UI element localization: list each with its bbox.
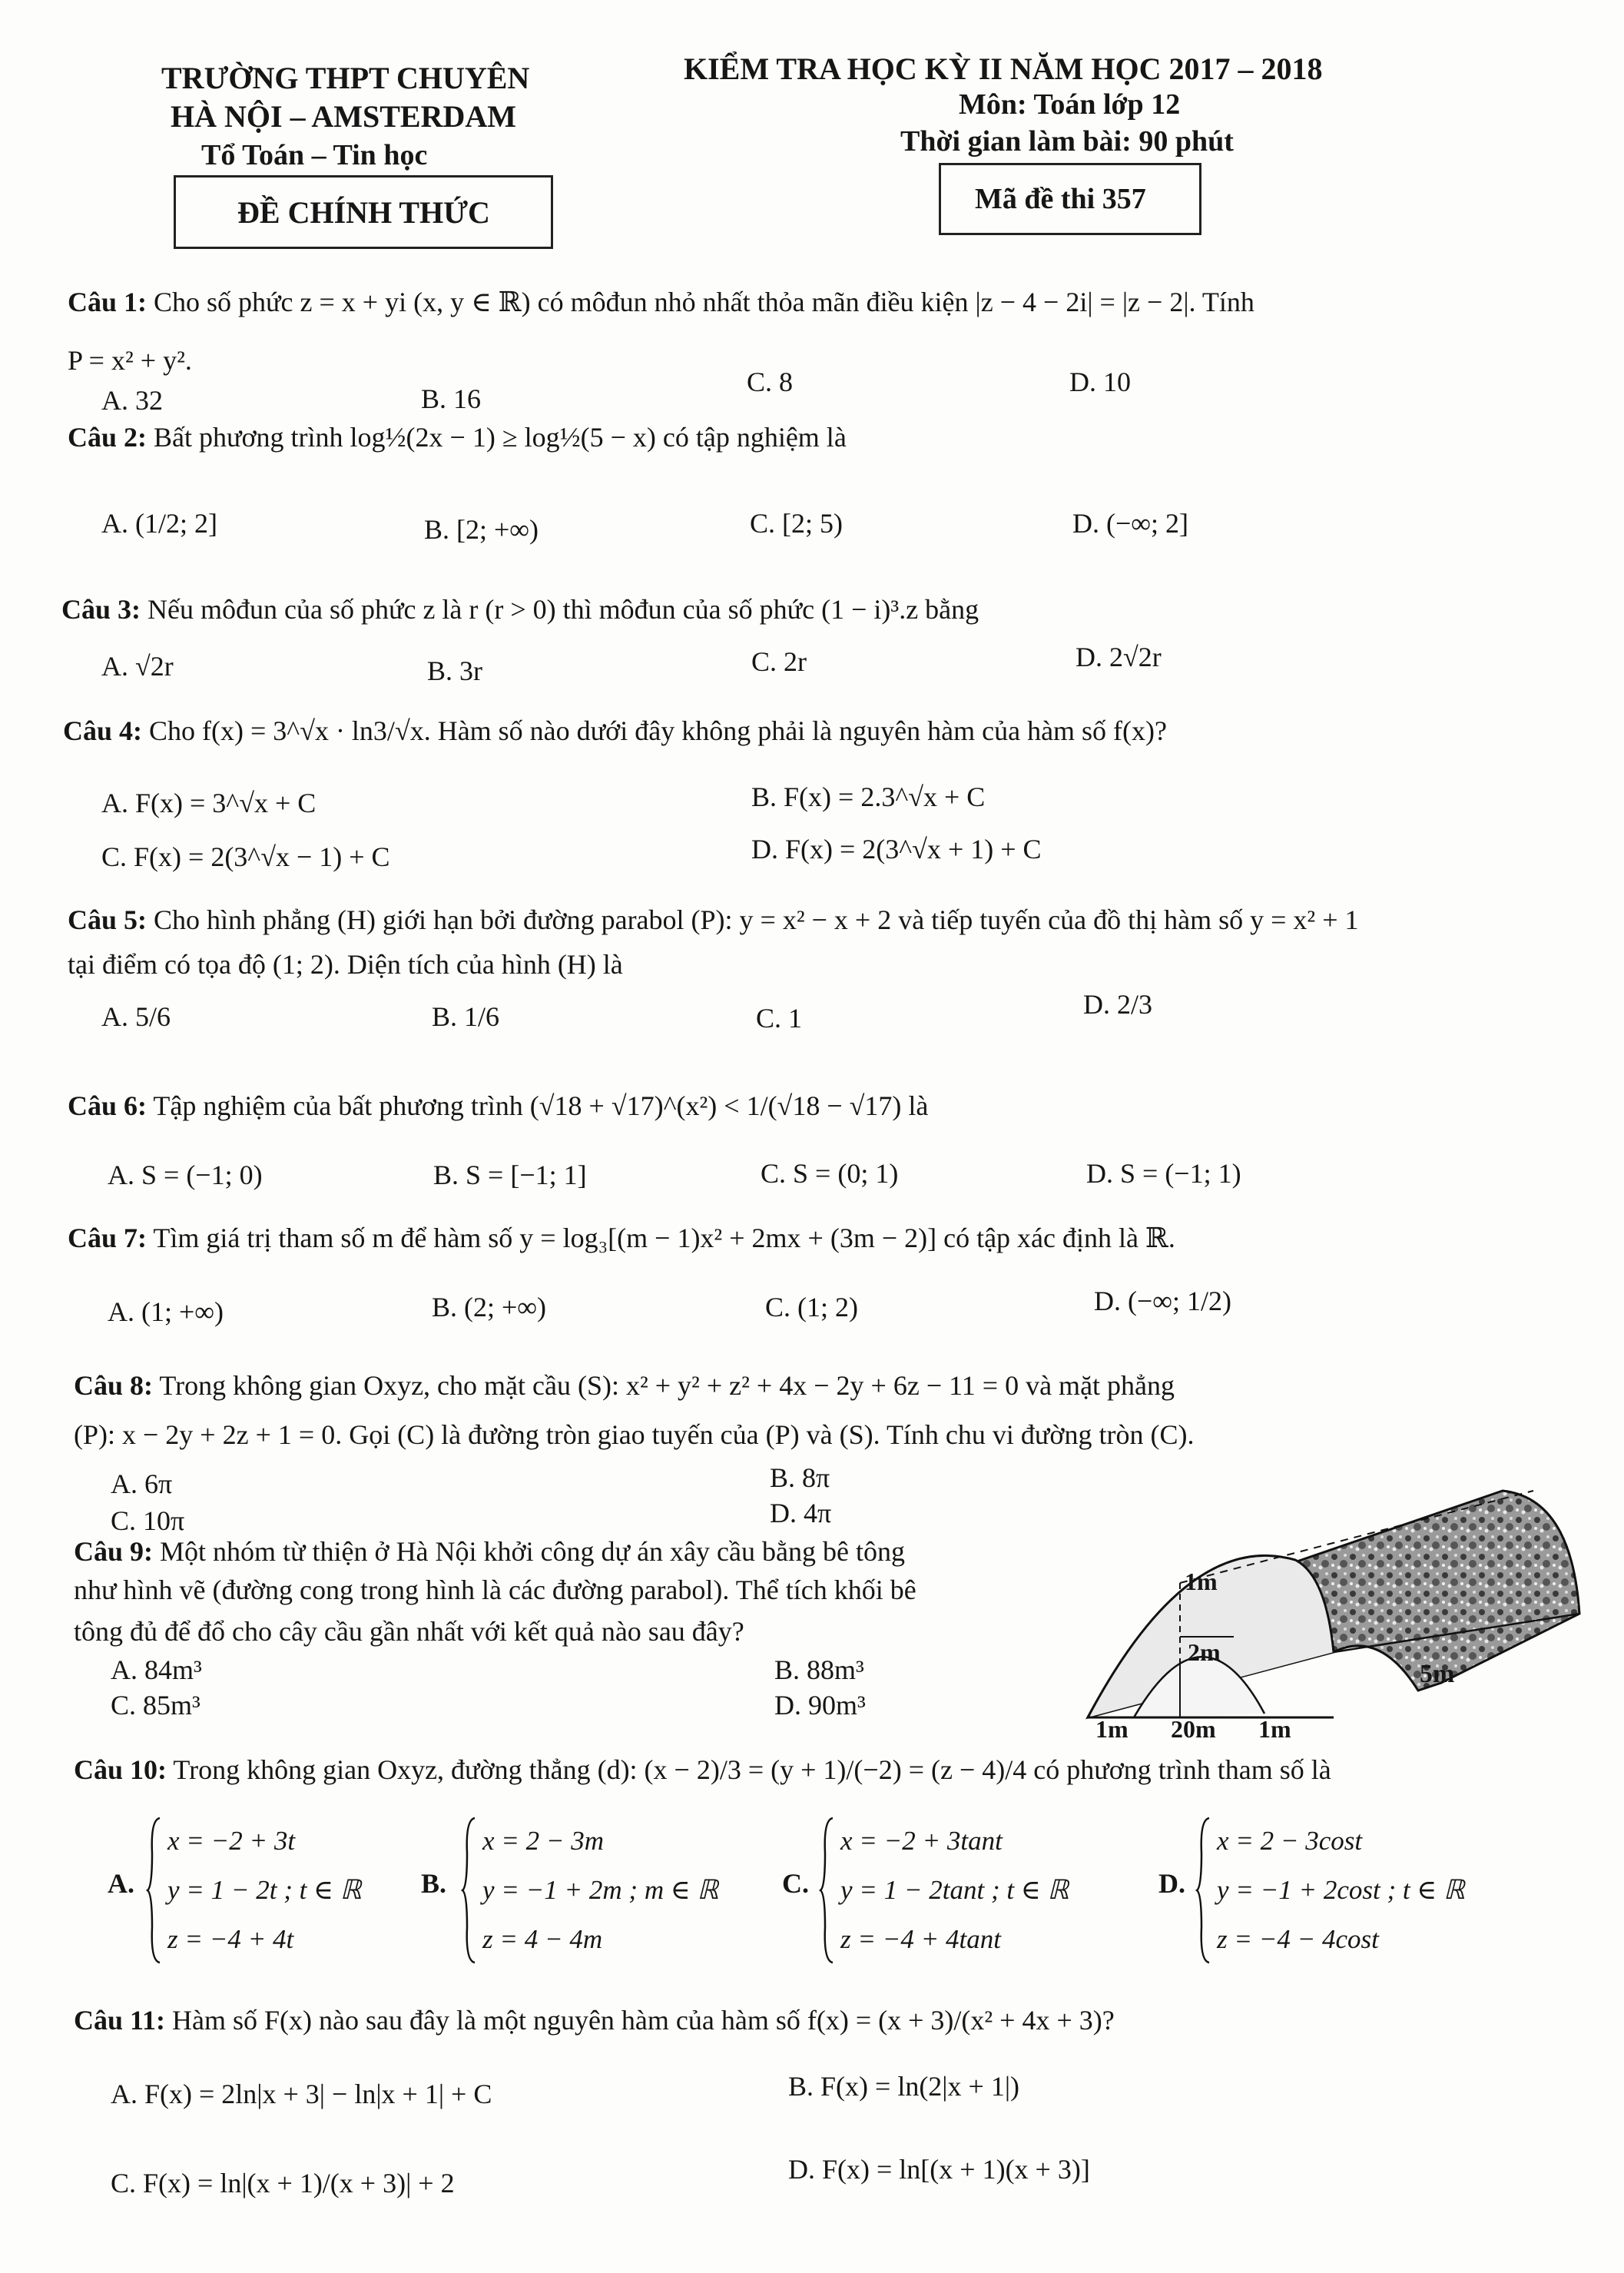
question-5-line2: tại điểm có tọa độ (1; 2). Diện tích của hình (H) là bbox=[68, 949, 623, 980]
q8-option-d[interactable]: D. 4π bbox=[770, 1498, 832, 1528]
q4-option-b[interactable]: B. F(x) = 2.3^√x + C bbox=[751, 781, 986, 812]
question-text: Cho hình phẳng (H) giới hạn bởi đường parabol (P): y = x² − x + 2 và tiếp tuyến của đồ thị hàm số y = x² + 1 bbox=[154, 904, 1359, 935]
q8-option-b[interactable]: B. 8π bbox=[770, 1462, 830, 1493]
label-height-2m: 2m bbox=[1188, 1638, 1221, 1666]
official-exam-label: ĐỀ CHÍNH THỨC bbox=[237, 195, 490, 230]
q11-option-b[interactable]: B. F(x) = ln(2|x + 1|) bbox=[788, 2071, 1020, 2102]
exam-duration: Thời gian làm bài: 90 phút bbox=[900, 125, 1234, 158]
q6-option-d[interactable]: D. S = (−1; 1) bbox=[1086, 1158, 1241, 1189]
question-text: Bất phương trình log½(2x − 1) ≥ log½(5 − x) có tập nghiệm là bbox=[154, 422, 847, 453]
system-row: z = 4 − 4m bbox=[482, 1924, 603, 1954]
question-text: Cho số phức z = x + yi (x, y ∈ ℝ) có môđun nhỏ nhất thỏa mãn điều kiện |z − 4 − 2i| = |z − 2|. Tính bbox=[154, 287, 1254, 317]
q6-option-a[interactable]: A. S = (−1; 0) bbox=[108, 1160, 263, 1190]
q7-option-d[interactable]: D. (−∞; 1/2) bbox=[1094, 1286, 1231, 1316]
q3-option-d[interactable]: D. 2√2r bbox=[1075, 642, 1162, 672]
system-row: y = −1 + 2cost ; t ∈ ℝ bbox=[1217, 1875, 1465, 1905]
question-8 bbox=[74, 1369, 1175, 1402]
system-row: z = −4 + 4tant bbox=[840, 1924, 1001, 1954]
question-text: Tìm giá trị tham số m để hàm số y = log₃[(m − 1)x² + 2mx + (3m − 2)] có tập xác định là ℝ. bbox=[153, 1223, 1175, 1253]
q1-option-b[interactable]: B. 16 bbox=[421, 383, 482, 414]
question-6 bbox=[68, 1090, 928, 1122]
q5-option-b[interactable]: B. 1/6 bbox=[432, 1001, 500, 1032]
system-row: z = −4 + 4t bbox=[167, 1924, 294, 1954]
question-3 bbox=[61, 593, 979, 625]
q6-option-c[interactable]: C. S = (0; 1) bbox=[761, 1158, 899, 1189]
brace-icon bbox=[819, 1817, 834, 1964]
system-row: x = −2 + 3t bbox=[167, 1826, 296, 1856]
question-text: Cho f(x) = 3^√x · ln3/√x. Hàm số nào dưới đây không phải là nguyên hàm của hàm số f(x)? bbox=[149, 715, 1168, 746]
question-1 bbox=[68, 286, 1254, 318]
question-text: Trong không gian Oxyz, cho mặt cầu (S): x² + y² + z² + 4x − 2y + 6z − 11 = 0 và mặt phẳng bbox=[159, 1370, 1175, 1401]
official-exam-box bbox=[174, 175, 553, 249]
department-name: Tổ Toán – Tin học bbox=[201, 139, 428, 171]
q7-option-b[interactable]: B. (2; +∞) bbox=[432, 1292, 546, 1322]
question-9-line2: như hình vẽ (đường cong trong hình là các đường parabol). Thể tích khối bê bbox=[74, 1575, 916, 1605]
q10-option-c[interactable] bbox=[819, 1817, 1069, 1964]
system-row: x = −2 + 3tant bbox=[840, 1826, 1003, 1856]
q5-option-c[interactable]: C. 1 bbox=[756, 1003, 803, 1034]
question-text: Tập nghiệm của bất phương trình (√18 + √17)^(x²) < 1/(√18 − √17) là bbox=[153, 1090, 929, 1121]
q3-option-c[interactable]: C. 2r bbox=[751, 646, 807, 677]
q10-option-a-key[interactable]: A. bbox=[108, 1868, 134, 1899]
question-7 bbox=[68, 1222, 1175, 1254]
q9-option-b[interactable]: B. 88m³ bbox=[774, 1654, 864, 1685]
q11-option-c[interactable]: C. F(x) = ln|(x + 1)/(x + 3)| + 2 bbox=[111, 2168, 455, 2198]
system-row: x = 2 − 3m bbox=[482, 1826, 605, 1856]
system-row: y = 1 − 2t ; t ∈ ℝ bbox=[167, 1875, 362, 1905]
brace-icon bbox=[1195, 1817, 1211, 1964]
exam-title: KIỂM TRA HỌC KỲ II NĂM HỌC 2017 – 2018 bbox=[684, 51, 1323, 86]
question-8-line2: (P): x − 2y + 2z + 1 = 0. Gọi (C) là đường tròn giao tuyến của (P) và (S). Tính chu vi đường tròn (C). bbox=[74, 1419, 1195, 1450]
label-span-20m: 20m bbox=[1171, 1715, 1216, 1743]
q10-option-d[interactable] bbox=[1195, 1817, 1465, 1964]
q8-option-a[interactable]: A. 6π bbox=[111, 1468, 173, 1499]
q11-option-a[interactable]: A. F(x) = 2ln|x + 3| − ln|x + 1| + C bbox=[111, 2079, 492, 2109]
q11-option-d[interactable]: D. F(x) = ln[(x + 1)(x + 3)] bbox=[788, 2154, 1090, 2185]
exam-subject: Môn: Toán lớp 12 bbox=[959, 88, 1181, 121]
system-row: y = 1 − 2tant ; t ∈ ℝ bbox=[840, 1875, 1069, 1905]
brace-icon bbox=[146, 1817, 161, 1964]
q7-option-c[interactable]: C. (1; 2) bbox=[765, 1292, 858, 1322]
q3-option-a[interactable]: A. √2r bbox=[101, 651, 174, 682]
question-label: Câu 10: bbox=[74, 1754, 167, 1785]
question-text: Hàm số F(x) nào sau đây là một nguyên hàm của hàm số f(x) = (x + 3)/(x² + 4x + 3)? bbox=[172, 2005, 1115, 2036]
q5-option-d[interactable]: D. 2/3 bbox=[1083, 989, 1152, 1020]
q1-option-a[interactable]: A. 32 bbox=[101, 385, 163, 416]
q10-option-b-key[interactable]: B. bbox=[421, 1868, 447, 1899]
system-row: y = −1 + 2m ; m ∈ ℝ bbox=[482, 1875, 719, 1905]
system-row: x = 2 − 3cost bbox=[1217, 1826, 1363, 1856]
q4-option-d[interactable]: D. F(x) = 2(3^√x + 1) + C bbox=[751, 834, 1042, 864]
system-row: z = −4 − 4cost bbox=[1217, 1924, 1379, 1954]
question-2 bbox=[68, 421, 847, 453]
question-label: Câu 11: bbox=[74, 2005, 166, 2036]
q9-option-a[interactable]: A. 84m³ bbox=[111, 1654, 202, 1685]
question-4 bbox=[63, 715, 1167, 747]
question-label: Câu 8: bbox=[74, 1370, 154, 1401]
q10-option-a[interactable] bbox=[146, 1817, 362, 1964]
question-label: Câu 4: bbox=[63, 715, 143, 746]
exam-code-box bbox=[939, 163, 1201, 235]
question-label: Câu 1: bbox=[68, 287, 147, 317]
q4-option-c[interactable]: C. F(x) = 2(3^√x − 1) + C bbox=[101, 841, 390, 872]
question-5 bbox=[68, 904, 1359, 936]
q2-option-a[interactable]: A. (1/2; 2] bbox=[101, 508, 217, 539]
label-width-5m: 5m bbox=[1420, 1660, 1455, 1688]
question-label: Câu 6: bbox=[68, 1090, 147, 1121]
bridge-figure bbox=[1072, 1460, 1595, 1752]
question-label: Câu 7: bbox=[68, 1223, 147, 1253]
question-label: Câu 5: bbox=[68, 904, 147, 935]
q9-option-c[interactable]: C. 85m³ bbox=[111, 1690, 201, 1721]
q2-option-c[interactable]: C. [2; 5) bbox=[750, 508, 843, 539]
q5-option-a[interactable]: A. 5/6 bbox=[101, 1001, 171, 1032]
school-name-line1: TRƯỜNG THPT CHUYÊN bbox=[161, 61, 530, 95]
q10-option-c-key[interactable]: C. bbox=[782, 1868, 809, 1899]
exam-code: Mã đề thi 357 bbox=[975, 183, 1146, 215]
q10-option-b[interactable] bbox=[461, 1817, 718, 1964]
question-9-line3: tông đủ để đổ cho cây cầu gần nhất với kết quả nào sau đây? bbox=[74, 1616, 744, 1647]
question-text: Trong không gian Oxyz, đường thẳng (d): (x − 2)/3 = (y + 1)/(−2) = (z − 4)/4 có phương trình tham số là bbox=[173, 1754, 1331, 1785]
q7-option-a[interactable]: A. (1; +∞) bbox=[108, 1296, 224, 1327]
q4-option-a[interactable]: A. F(x) = 3^√x + C bbox=[101, 788, 317, 818]
q2-option-d[interactable]: D. (−∞; 2] bbox=[1072, 508, 1188, 539]
question-1-line2: P = x² + y². bbox=[68, 345, 192, 376]
brace-icon bbox=[461, 1817, 476, 1964]
question-10 bbox=[74, 1754, 1331, 1786]
label-height-1m: 1m bbox=[1185, 1568, 1218, 1595]
question-label: Câu 9: bbox=[74, 1536, 154, 1567]
q8-option-c[interactable]: C. 10π bbox=[111, 1505, 185, 1536]
question-text: Nếu môđun của số phức z là r (r > 0) thì môđun của số phức (1 − i)³.z bằng bbox=[147, 594, 979, 625]
q1-option-d[interactable]: D. 10 bbox=[1069, 367, 1131, 397]
label-right-1m: 1m bbox=[1258, 1715, 1291, 1743]
school-name-line2: HÀ NỘI – AMSTERDAM bbox=[171, 99, 517, 134]
q9-option-d[interactable]: D. 90m³ bbox=[774, 1690, 866, 1721]
q1-option-c[interactable]: C. 8 bbox=[747, 367, 794, 397]
question-9 bbox=[74, 1535, 905, 1568]
q6-option-b[interactable]: B. S = [−1; 1] bbox=[433, 1160, 587, 1190]
q2-option-b[interactable]: B. [2; +∞) bbox=[424, 514, 539, 545]
bridge-drawing bbox=[1072, 1460, 1595, 1752]
q3-option-b[interactable]: B. 3r bbox=[427, 655, 482, 686]
label-left-1m: 1m bbox=[1095, 1715, 1129, 1743]
question-label: Câu 2: bbox=[68, 422, 147, 453]
question-label: Câu 3: bbox=[61, 594, 141, 625]
q10-option-d-key[interactable]: D. bbox=[1158, 1868, 1185, 1899]
question-text: Một nhóm từ thiện ở Hà Nội khởi công dự án xây cầu bằng bê tông bbox=[160, 1536, 905, 1567]
question-11 bbox=[74, 2004, 1115, 2036]
